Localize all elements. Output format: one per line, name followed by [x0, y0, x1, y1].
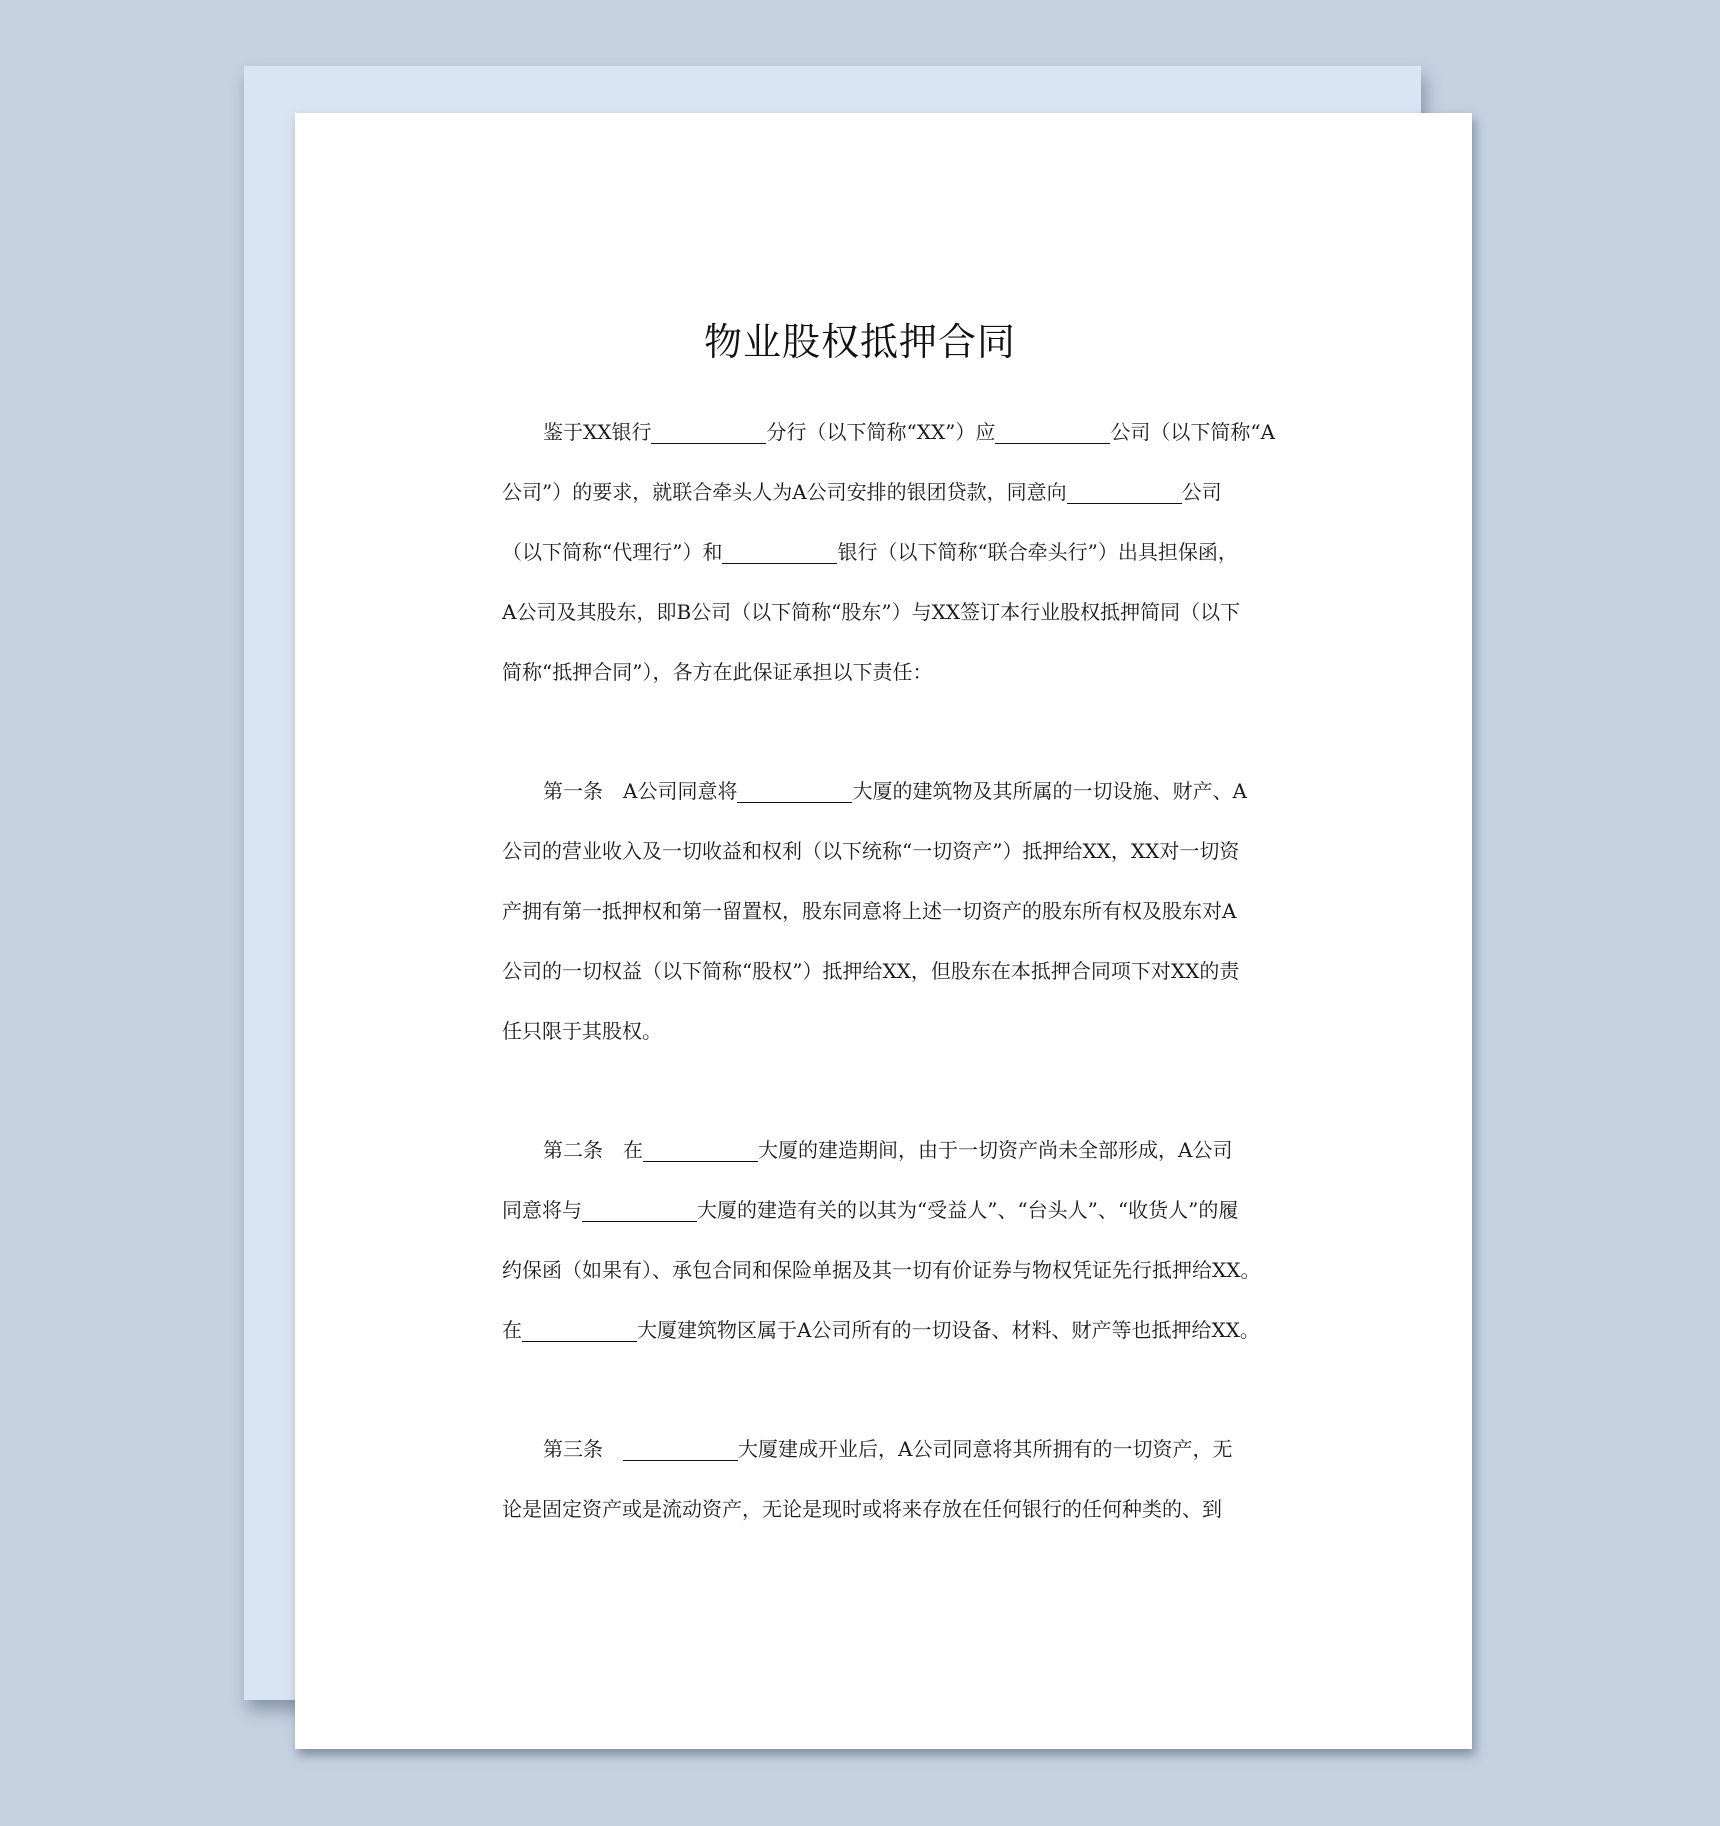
- article-heading: 第二条: [543, 1138, 603, 1162]
- article-1-line: [502, 829, 1292, 889]
- text-run: 大厦的建造期间，由于一切资产尚未全部形成，A公司: [758, 1138, 1233, 1162]
- text-run: 鉴于XX银行: [543, 420, 652, 444]
- article-heading: 第一条: [543, 779, 603, 803]
- text-run: 论是固定资产或是流动资产，无论是现时或将来存放在任何银行的任何种类的、到: [502, 1497, 1222, 1521]
- article-2-line: [502, 1248, 1292, 1308]
- text-run: 在: [502, 1318, 522, 1342]
- article-2-line: [502, 1128, 1292, 1188]
- preamble-line: [502, 410, 1292, 470]
- article-1-line: [502, 1009, 1292, 1069]
- text-run: A公司及其股东，即B公司（以下简称“股东”）与XX签订本行业股权抵押简同（以下: [502, 600, 1241, 624]
- article-1-line: [502, 769, 1292, 829]
- fill-in-blank[interactable]: [995, 419, 1110, 444]
- preamble-line: [502, 590, 1292, 650]
- text-run: 在: [623, 1138, 643, 1162]
- article-heading: 第三条: [543, 1437, 603, 1461]
- text-run: 约保函（如果有）、承包合同和保险单据及其一切有价证券与物权凭证先行抵押给XX。: [502, 1258, 1261, 1282]
- article-1-line: [502, 949, 1292, 1009]
- preamble-line: [502, 530, 1292, 590]
- fill-in-blank[interactable]: [1067, 479, 1182, 504]
- text-run: 大厦的建筑物及其所属的一切设施、财产、A: [852, 779, 1247, 803]
- fill-in-blank[interactable]: [737, 778, 852, 803]
- document-title: 物业股权抵押合同: [703, 320, 1016, 364]
- text-run: 任只限于其股权。: [502, 1019, 662, 1043]
- article-3-line: [502, 1487, 1292, 1547]
- text-run: A公司同意将: [623, 779, 738, 803]
- text-run: 银行（以下简称“联合牵头行”）出具担保函，: [837, 540, 1238, 564]
- fill-in-blank[interactable]: [582, 1197, 697, 1222]
- text-run: 同意将与: [502, 1198, 582, 1222]
- text-run: 公司的一切权益（以下简称“股权”）抵押给XX，但股东在本抵押合同项下对XX的责: [502, 959, 1240, 983]
- fill-in-blank[interactable]: [643, 1137, 758, 1162]
- text-run: 公司”）的要求，就联合牵头人为A公司安排的银团贷款，同意向: [502, 480, 1067, 504]
- preamble-line: [502, 650, 1292, 710]
- text-run: 公司的营业收入及一切收益和权利（以下统称“一切资产”）抵押给XX，XX对一切资: [502, 839, 1240, 863]
- fill-in-blank[interactable]: [623, 1436, 738, 1461]
- text-run: 产拥有第一抵押权和第一留置权，股东同意将上述一切资产的股东所有权及股东对A: [502, 899, 1237, 923]
- article-2-line: [502, 1308, 1292, 1368]
- text-run: 简称“抵押合同”），各方在此保证承担以下责任：: [502, 660, 933, 684]
- text-run: 公司（以下简称“A: [1110, 420, 1276, 444]
- text-run: （以下简称“代理行”）和: [502, 540, 723, 564]
- fill-in-blank[interactable]: [651, 419, 766, 444]
- text-run: 大厦的建造有关的以其为“受益人”、“台头人”、“收货人”的履: [697, 1198, 1239, 1222]
- article-3-line: [502, 1427, 1292, 1487]
- article-2-line: [502, 1188, 1292, 1248]
- preamble-line: [502, 470, 1292, 530]
- fill-in-blank[interactable]: [522, 1317, 637, 1342]
- fill-in-blank[interactable]: [722, 539, 837, 564]
- document-body: [502, 410, 1292, 1547]
- article-1-line: [502, 889, 1292, 949]
- text-run: 大厦建成开业后，A公司同意将其所拥有的一切资产，无: [738, 1437, 1233, 1461]
- text-run: 公司: [1181, 480, 1222, 504]
- text-run: 大厦建筑物区属于A公司所有的一切设备、材料、财产等也抵押给XX。: [637, 1318, 1260, 1342]
- text-run: 分行（以下简称“XX”）应: [766, 420, 996, 444]
